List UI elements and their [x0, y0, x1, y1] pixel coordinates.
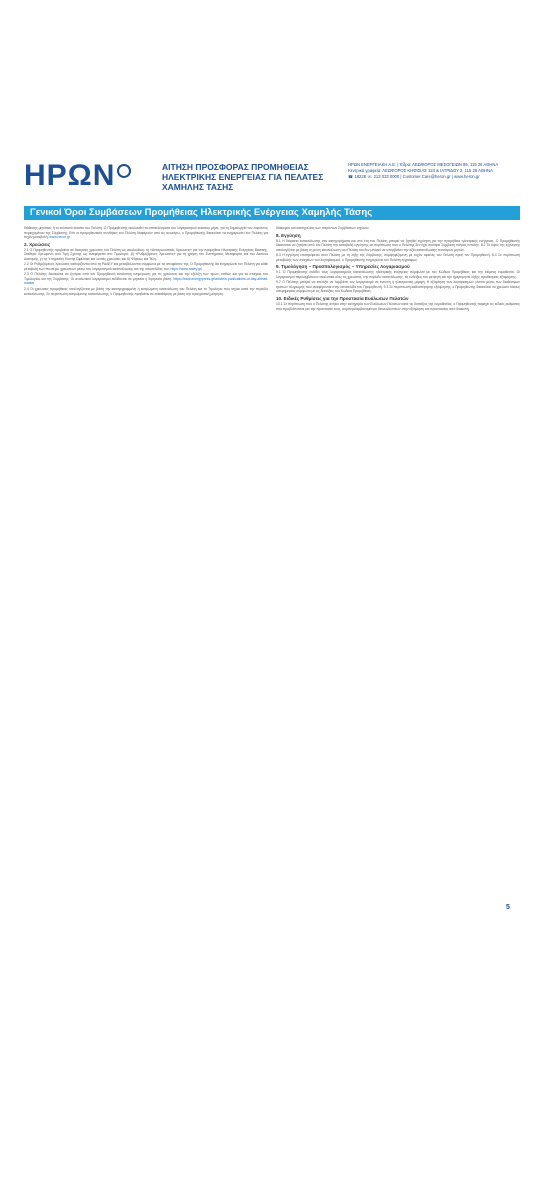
section-title-charges: 2. Χρεώσεις — [24, 241, 51, 247]
billing-paragraph-1: 9.1 Ο Προμηθευτής εκδίδει τους λογαριασμούς κατανάλωσης ηλεκτρικής ενέργειας σύμφωνα με τον Κώδικα Προμήθειας και την κείμενη νομοθεσία. Οι λογαριασμοί περιλαμβάνουν αναλυτικά όλες τις χρεώσεις, την περίοδο κατανάλωσης, τις ενδείξεις του μετρητή και την ημερομηνία λήξης προθεσμίας εξόφλησης. — [276, 270, 520, 279]
guarantee-paragraph-1: 8.1 Η διάρκεια κατανάλωσης στα κατηγορήματα και στα έτη του Πελάτη μπορεί να ζητηθεί εγγύηση για την προμήθεια ηλεκτρικής ενέργειας. Ο Προμηθευτής δικαιούται να ζητήσει από τον Πελάτη την καταβολή εγγύησης σε περίπτωση που ο Πελάτης δεν έχει συνάψει Σύμβαση πάγιας εντολής. 8.2 Το ύψος της εγγύησης υπολογίζεται με βάση τη μέση κατανάλωση του Πελάτη και δεν μπορεί να υπερβαίνει την αξία κατανάλωσης τεσσάρων μηνών. — [276, 238, 520, 252]
right-column — [276, 226, 520, 312]
charges-paragraph-3 — [24, 272, 268, 286]
logo-text: ΗΡΩΝ — [24, 159, 116, 192]
raaey-link[interactable]: https://www.raaey.gr/ — [170, 266, 202, 271]
section-title-billing: 9. Τιμολόγηση – Προϋπολογισμός – Υπηρεσίες Λογαριασμού — [276, 264, 410, 270]
charges-paragraph-2 — [24, 262, 268, 271]
company-contact: ☎ 18228 ☏ 213 033 0000 | Customer.Care@heron.gr | www.heron.gr — [348, 174, 480, 179]
guarantee-paragraph-2: 8.3 Η εγγύηση επιστρέφεται στον Πελάτη με τη λήξη της Σύμβασης, συμψηφιζόμενη με τυχόν οφειλές του Πελάτη προς τον Προμηθευτή. 8.4 Σε περίπτωση μεταβολής των στοιχείων του λογαριασμού, ο Προμηθευτής ενημερώνει τον Πελάτη εγγράφως. — [276, 253, 520, 262]
vulnerable-paragraph: 10.1 Σε περίπτωση που ο Πελάτης ανήκει στην κατηγορία των Ευάλωτων Πελατών κατά τις διατάξεις της νομοθεσίας, ο Προμηθευτής παρέχει τις ειδικές ρυθμίσεις που προβλέπονται για την προστασία τους, συμπεριλαμβανομένων διευκολύνσεων στην εξόφληση και προστασίας από διακοπή. — [276, 302, 520, 311]
left-column — [24, 226, 268, 297]
company-info — [348, 162, 520, 180]
heron-logo — [24, 158, 154, 194]
document-title: ΑΙΤΗΣΗ ΠΡΟΣΦΟΡΑΣ ΠΡΟΜΗΘΕΙΑΣ ΗΛΕΚΤΡΙΚΗΣ ΕΝΕΡΓΕΙΑΣ ΓΙΑ ΠΕΛΑΤΕΣ ΧΑΜΗΛΗΣ ΤΑΣΗΣ — [162, 162, 324, 192]
section-title-vulnerable: 10. Ειδικές Ρυθμίσεις για την Προστασία Ευάλωτων Πελατών — [276, 296, 409, 302]
charges-text-3: 2.3 Ο Πελάτης δικαιούται να ζητήσει από τον Προμηθευτή αναλυτική ενημέρωση για τις χρεώσεις και την εξέλιξη των τιμών, καθώς και για τα στοιχεία του Τιμολογίου και της Σύμβασης. Οι αναλυτικοί λογαριασμοί εκδίδονται σε μηνιαία ή διμηνιαία βάση. — [24, 272, 268, 281]
intro-paragraph — [24, 226, 268, 240]
right-top-line: διάκοψαν και καταγγελίας των παρόντων Συμβάσεων ισχύουν. — [276, 226, 370, 230]
intro-link[interactable]: www.heron.gr — [49, 235, 71, 240]
company-offices: Κεντρικά γραφεία: ΛΕΩΦΟΡΟΣ ΚΗΦΙΣΙΑΣ 124 & ΙΑΤΡΙΔΟΥ 2, 115 26 ΑΘΗΝΑ — [348, 168, 493, 173]
energypress-link[interactable]: https://www.energypress.gr/article/s-publications-of-day-ahead-market — [24, 276, 268, 286]
section-band — [24, 206, 520, 220]
charges-text-2: 2.2 Οι Ρυθμιζόμενες Χρεώσεις καθορίζονται από τη ΡΑΑΕΥ και μεταβάλλονται σύμφωνα με τις αποφάσεις της. Ο Προμηθευτής θα ενημερώνει τον Πελάτη για κάθε μεταβολή των ανωτέρω χρεώσεων μέσω του λογαριασμού κατανάλωσης και της ιστοσελίδας του. — [24, 262, 268, 271]
intro-text: διάθεσης μηνίσκες ή το ισόποσό έκαστο του Πελάτη. Ο Προμηθευτής ακολουθεί τα αποτελέσματα του λογαριασμού εκάστου μήνα, για τη δημιουργία του παρόντος περιεχομένου της Σύμβασης. Εάν οι προμηθευτικές συνθήκες του Πελάτη διαφέρουν από τις ανωτέρω, ο Προμηθευτής δικαιούται να ενημερώσει τον Πελάτη για τυχόν μεταβολή. — [24, 226, 268, 240]
section-title-guarantee: 8. Εγγύηση — [276, 232, 301, 238]
charges-paragraph-4: 2.4 Οι χρεώσεις προμήθειας υπολογίζονται με βάση την καταγεγραμμένη ή εκτιμώμενη κατανάλωση του Πελάτη και το Τιμολόγιο που ισχύει κατά την περίοδο κατανάλωσης. Σε περίπτωση εκτιμώμενης κατανάλωσης, ο Προμηθευτής προβαίνει σε εκκαθάριση με βάση την πραγματική μέτρηση. — [24, 287, 268, 296]
charges-paragraph-1: 2.1 Ο Προμηθευτής προβαίνει σε διακριτές χρεώσεις του Πελάτη ως ακολούθως: α) «Ανταγωνιστικές Χρεώσεις» για την προμήθεια Ηλεκτρικής Ενέργειας Βασικής, Σταθερό Χρεωμένο ανά Τιμή Σχέσης ως αναφέρεται στο Τιμολόγιο, β) «Ρυθμιζόμενες Χρεώσεις» για τη χρήση του Συστήματος Μεταφοράς και του Δικτύου Διανομής, γ) τις Υπηρεσίες Κοινής Ωφέλειας και λοιπές χρεώσεις και δ) Φόρους και Τέλη. — [24, 247, 268, 261]
company-address: ΗΡΩΝ ΕΝΕΡΓΕΙΑΚΗ Α.Ε. | Έδρα: ΛΕΩΦΟΡΟΣ ΜΕΣΟΓΕΙΩΝ 85, 115 26 ΑΘΗΝΑ — [348, 162, 499, 167]
billing-paragraph-2: 9.2 Ο Πελάτης μπορεί να επιλέξει να λαμβάνει τον λογαριασμό σε έντυπη ή ηλεκτρονική μορφή. Η εξόφληση των λογαριασμών γίνεται μέσω των διαθέσιμων τρόπων πληρωμής που αναφέρονται στην ιστοσελίδα του Προμηθευτή. 9.3 Σε περίπτωση καθυστέρησης εξόφλησης, ο Προμηθευτής δικαιούται να χρεώσει τόκους υπερημερίας σύμφωνα με τις διατάξεις του Κώδικα Προμήθειας. — [276, 280, 520, 294]
logo-mark-icon — [117, 164, 131, 178]
band-title: Γενικοί Όροι Συμβάσεων Προμήθειας Ηλεκτρικής Ενέργειας Χαμηλής Τάσης — [30, 207, 373, 218]
document-header — [24, 152, 520, 200]
page-number: 5 — [506, 904, 510, 911]
